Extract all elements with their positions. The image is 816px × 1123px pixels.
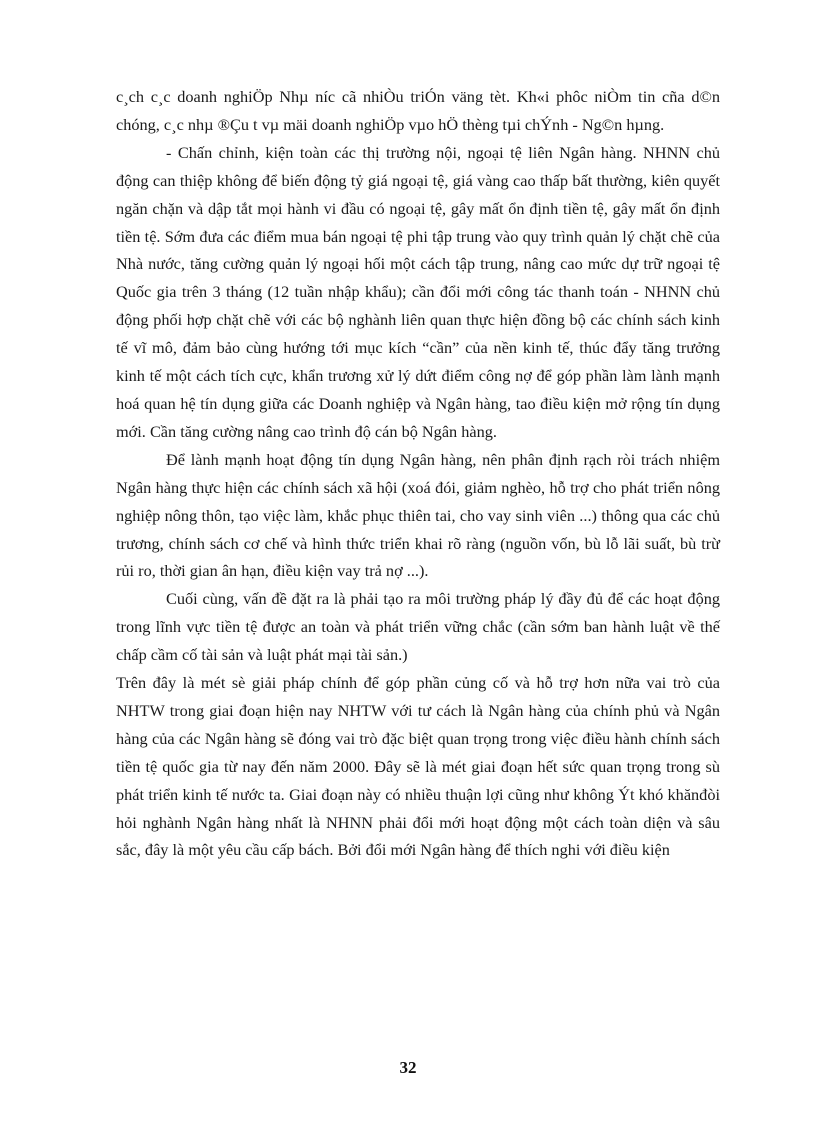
page-body	[116, 83, 720, 864]
page-number: 32	[399, 1058, 417, 1077]
paragraph-1: c¸ch c¸c doanh nghiÖp Nhµ níc cã nhiÒu triÓn väng tèt. Kh«i phôc niÒm tin cña d©n chóng, c¸c nhµ ®Çu t vµ mäi doanh nghiÖp vµo hÖ thèng tµi chÝnh - Ng©n hµng.	[116, 87, 720, 134]
paragraph-3: Để lành mạnh hoạt động tín dụng Ngân hàng, nên phân định rạch ròi trách nhiệm Ngân hàng thực hiện các chính sách xã hội (xoá đói, giảm nghèo, hỗ trợ cho phát triển nông nghiệp nông thôn, tạo việc làm, khắc phục thiên tai, cho vay sinh viên ...) thông qua các chủ trương, chính sách cơ chế và hình thức triển khai rõ ràng (nguồn vốn, bù lỗ lãi suất, bù trừ rủi ro, thời gian ân hạn, điều kiện vay trả nợ ...).	[116, 449, 720, 581]
paragraph-4: Cuối cùng, vấn đề đặt ra là phải tạo ra môi trường pháp lý đầy đủ để các hoạt động trong lĩnh vực tiền tệ được an toàn và phát triển vững chắc (cần sớm ban hành luật về thế chấp cầm cố tài sản và luật phát mại tài sản.)	[116, 589, 720, 665]
paragraph-5: Trên đây là mét sè giải pháp chính để góp phần củng cố và hỗ trợ hơn nữa vai trò của NHTW trong giai đoạn hiện nay NHTW với tư cách là Ngân hàng của chính phủ và Ngân hàng của các Ngân hàng sẽ đóng vai trò đặc biệt quan trọng trong việc điều hành chính sách tiền tệ quốc gia từ nay đến năm 2000. Đây sẽ là mét giai đoạn hết sức quan trọng trong sù phát triển kinh tế nước ta. Giai đoạn này có nhiều thuận lợi cũng như không Ýt khó khănđòi hỏi nghành Ngân hàng nhất là NHNN phải đổi mới hoạt động một cách toàn diện và sâu sắc, đây là một yêu cầu cấp bách. Bởi đổi mới Ngân hàng để thích nghi với điều kiện	[116, 673, 720, 860]
paragraph-2: - Chấn chỉnh, kiện toàn các thị trường nội, ngoại tệ liên Ngân hàng. NHNN chủ động can thiệp không để biến động tỷ giá ngoại tệ, giá vàng cao thấp bất thường, kiên quyết ngăn chặn và dập tắt mọi hành vi đầu có ngoại tệ, gây mất ổn định tiền tệ, gây mất ổn định tiền tệ. Sớm đưa các điểm mua bán ngoại tệ phi tập trung vào quy trình quản lý chặt chẽ của Nhà nước, tăng cường quản lý ngoại hối một cách tập trung, nâng cao mức dự trữ ngoại tệ Quốc gia trên 3 tháng (12 tuần nhập khẩu); cần đổi mới công tác thanh toán - NHNN chủ động phối hợp chặt chẽ với các bộ nghành liên quan thực hiện đồng bộ các chính sách kinh tế vĩ mô, đảm bảo cùng hướng tới mục kích “cần” của nền kinh tế, thúc đẩy tăng trưởng kinh tế một cách tích cực, khẩn trương xử lý dứt điểm công nợ để góp phần làm lành mạnh hoá quan hệ tín dụng giữa các Doanh nghiệp và Ngân hàng, tao điều kiện mở rộng tín dụng mới. Cần tăng cường nâng cao trình độ cán bộ Ngân hàng.	[116, 142, 720, 441]
